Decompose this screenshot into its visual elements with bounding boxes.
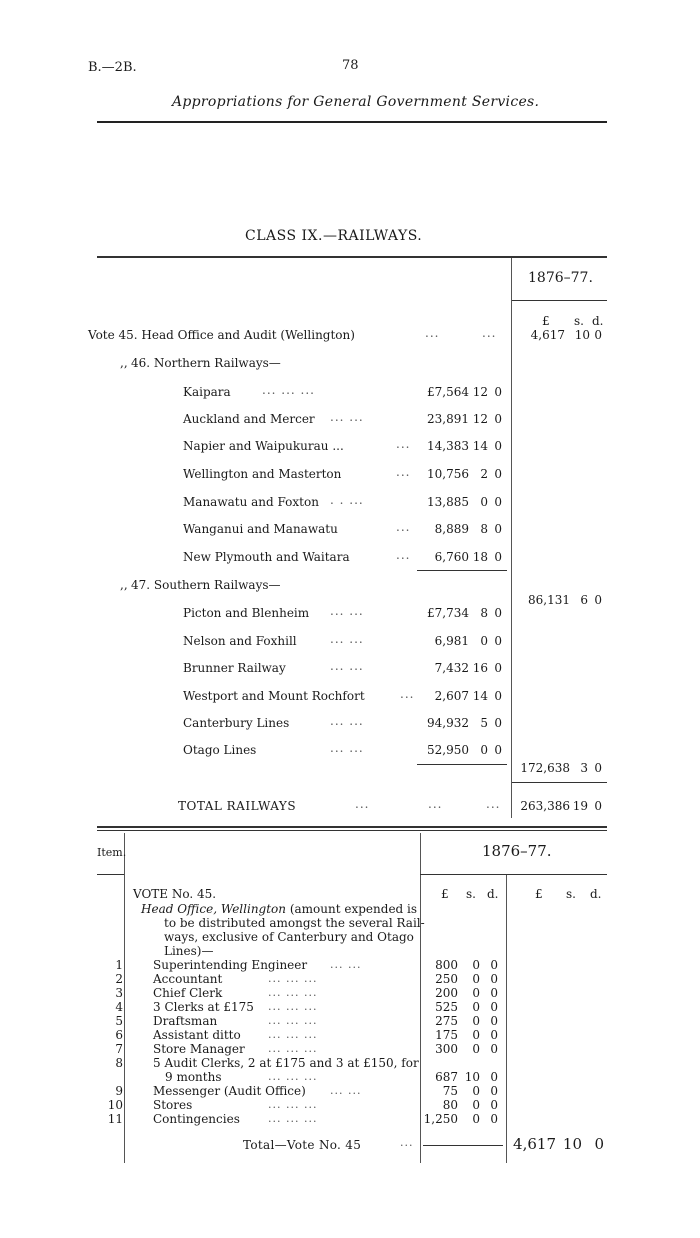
item-label-continued: 9 months <box>165 1070 222 1084</box>
dot-leader: ... <box>428 797 443 811</box>
dot-leader: ... ... ... <box>268 1112 318 1125</box>
dot-leader: ... ... ... <box>268 1028 318 1041</box>
amount-shillings: 12 <box>472 385 488 399</box>
amount-pounds: 94,932 <box>427 716 469 730</box>
summary-top-rule <box>97 256 607 258</box>
amount-shillings: 18 <box>472 550 488 564</box>
vote-45-pounds: 4,617 <box>530 328 565 342</box>
item-label: Stores <box>153 1098 193 1112</box>
page-title: Appropriations for General Government Services. <box>172 94 540 110</box>
amount-pence: 0 <box>490 1070 498 1084</box>
amount-shillings: 0 <box>472 1042 480 1056</box>
amount-shillings: 0 <box>472 972 480 986</box>
amount-shillings: 2 <box>480 467 488 481</box>
vote-description-line: Lines)— <box>164 944 214 958</box>
amount-shillings: 12 <box>472 412 488 426</box>
dot-leader: ... ... ... <box>268 972 318 985</box>
dot-leader: ... ... <box>330 604 364 618</box>
unit-pounds: £ <box>441 887 449 901</box>
unit-pence: d. <box>590 887 602 901</box>
vote-47-label: 47. Southern Railways— <box>131 578 281 592</box>
dot-leader: ... ... ... <box>268 1014 318 1027</box>
vote-description <box>141 902 417 916</box>
vote-46-total-shillings: 6 <box>580 593 588 607</box>
unit-pounds: £ <box>535 887 543 901</box>
vote-45-shillings: 10 <box>574 328 590 342</box>
unit-shillings: s. <box>566 887 576 901</box>
amount-pence: 0 <box>490 1028 498 1042</box>
item-label: Draftsman <box>153 1014 218 1028</box>
detail-top-rule <box>97 826 607 828</box>
amount-pounds: 1,250 <box>423 1112 458 1126</box>
item-column-divider <box>124 833 125 1163</box>
item-number: 8 <box>115 1056 123 1070</box>
detail-top-rule-thin <box>97 830 607 831</box>
item-label: Chief Clerk <box>153 986 223 1000</box>
document-reference: B.—2B. <box>88 60 137 75</box>
dot-leader: ... ... ... <box>268 1000 318 1013</box>
amount-pounds: 525 <box>435 1000 458 1014</box>
vote-46-label: 46. Northern Railways— <box>131 356 281 370</box>
amount-pounds: 175 <box>435 1028 458 1042</box>
amount-shillings: 0 <box>480 634 488 648</box>
amount-pounds: 52,950 <box>427 743 469 757</box>
amount-pence: 0 <box>490 1098 498 1112</box>
railway-name: Auckland and Mercer <box>183 412 315 426</box>
amount-pounds: 275 <box>435 1014 458 1028</box>
dot-leader: ... <box>396 520 411 534</box>
dot-leader: ... ... <box>330 958 362 971</box>
railway-name: Canterbury Lines <box>183 716 290 730</box>
amount-pence: 0 <box>494 606 502 620</box>
dot-leader: ... <box>486 797 501 811</box>
railway-name: Otago Lines <box>183 743 257 757</box>
ditto-mark: ,, <box>120 578 128 592</box>
total-railways-pounds: 263,386 <box>520 799 570 813</box>
dot-leader: ... ... <box>330 714 364 728</box>
amount-pence: 0 <box>490 1042 498 1056</box>
amount-pence: 0 <box>494 716 502 730</box>
amount-shillings: 8 <box>480 522 488 536</box>
amount-pence: 0 <box>490 1084 498 1098</box>
dot-leader: ... <box>355 797 370 811</box>
amount-pounds: 300 <box>435 1042 458 1056</box>
amount-shillings: 16 <box>472 661 488 675</box>
amount-pounds: £7,564 <box>427 385 469 399</box>
dot-leader: ... ... <box>330 1084 362 1097</box>
item-number: 7 <box>115 1042 123 1056</box>
summary-year-header: 1876–77. <box>528 270 593 286</box>
railway-name: Wanganui and Manawatu <box>183 522 338 536</box>
amount-shillings: 0 <box>472 1084 480 1098</box>
subtotal-rule <box>417 764 507 765</box>
amount-pence: 0 <box>490 1000 498 1014</box>
vote-45-pence: 0 <box>594 328 602 342</box>
railway-name: New Plymouth and Waitara <box>183 550 350 564</box>
item-label: Store Manager <box>153 1042 245 1056</box>
unit-pence: d. <box>487 887 499 901</box>
year-header-rule <box>420 874 607 875</box>
dot-leader: ... <box>400 687 415 701</box>
unit-shillings: s. <box>466 887 476 901</box>
amount-shillings: 0 <box>472 1112 480 1126</box>
item-number: 1 <box>115 958 123 972</box>
amount-pounds: 75 <box>442 1084 458 1098</box>
item-label: 5 Audit Clerks, 2 at £175 and 3 at £150, for <box>153 1056 419 1070</box>
vote-total-shillings: 10 <box>562 1135 582 1153</box>
item-number: 6 <box>115 1028 123 1042</box>
dot-leader: ... <box>396 548 411 562</box>
amount-shillings: 10 <box>464 1070 480 1084</box>
vote-47-total-shillings: 3 <box>580 761 588 775</box>
header-rule <box>97 121 607 123</box>
dot-leader: ... ... ... <box>268 1098 318 1111</box>
total-railways-pence: 0 <box>594 799 602 813</box>
vote-46-total-pounds: 86,131 <box>528 593 570 607</box>
total-rule <box>423 1145 503 1146</box>
amount-pence: 0 <box>494 439 502 453</box>
amount-shillings: 0 <box>472 986 480 1000</box>
item-label: 3 Clerks at £175 <box>153 1000 254 1014</box>
amount-pence: 0 <box>490 958 498 972</box>
amount-pounds: 13,885 <box>427 495 469 509</box>
vote-46-total-pence: 0 <box>594 593 602 607</box>
vote-total-pounds: 4,617 <box>513 1135 556 1153</box>
dot-leader: ... ... ... <box>268 986 318 999</box>
item-number: 11 <box>107 1112 123 1126</box>
amount-shillings: 5 <box>480 716 488 730</box>
railway-name: Napier and Waipukurau ... <box>183 439 344 453</box>
amount-shillings: 0 <box>472 1000 480 1014</box>
amount-pence: 0 <box>494 661 502 675</box>
amount-pounds: 250 <box>435 972 458 986</box>
railway-name: Kaipara <box>183 385 231 399</box>
vote-47-total-pence: 0 <box>594 761 602 775</box>
amount-pounds: 800 <box>435 958 458 972</box>
item-header-rule <box>97 874 124 875</box>
item-number: 9 <box>115 1084 123 1098</box>
railway-name: Nelson and Foxhill <box>183 634 297 648</box>
item-number: 10 <box>107 1098 123 1112</box>
amount-pence: 0 <box>494 634 502 648</box>
amount-pence: 0 <box>494 385 502 399</box>
item-number: 5 <box>115 1014 123 1028</box>
amount-pence: 0 <box>494 495 502 509</box>
amount-shillings: 14 <box>472 689 488 703</box>
amount-shillings: 14 <box>472 439 488 453</box>
dot-leader: ... <box>482 326 497 340</box>
amount-pence: 0 <box>490 986 498 1000</box>
detail-year-header: 1876–77. <box>482 842 552 860</box>
amount-pounds: 23,891 <box>427 412 469 426</box>
item-label: Superintending Engineer <box>153 958 308 972</box>
dot-leader: ... ... <box>330 659 364 673</box>
amount-pence: 0 <box>494 743 502 757</box>
amount-pounds: 10,756 <box>427 467 469 481</box>
item-number: 4 <box>115 1000 123 1014</box>
vote-description-text: (amount expended is <box>289 902 418 916</box>
amount-pence: 0 <box>490 1014 498 1028</box>
railway-name: Brunner Railway <box>183 661 286 675</box>
amount-pence: 0 <box>490 972 498 986</box>
dot-leader: ... <box>400 1136 414 1149</box>
amount-pounds: 7,432 <box>434 661 469 675</box>
item-label: Assistant ditto <box>153 1028 241 1042</box>
dot-leader: ... <box>396 465 411 479</box>
dot-leader: . . ... <box>330 493 364 507</box>
amount-shillings: 0 <box>472 1098 480 1112</box>
railway-name: Wellington and Masterton <box>183 467 342 481</box>
summary-column-divider <box>511 258 512 818</box>
class-title: CLASS IX.—RAILWAYS. <box>245 228 423 244</box>
dot-leader: ... ... <box>330 632 364 646</box>
amount-pence: 0 <box>494 550 502 564</box>
summary-year-rule <box>512 300 607 301</box>
vote-total-pence: 0 <box>594 1135 604 1153</box>
amount-shillings: 0 <box>472 1014 480 1028</box>
item-label: Accountant <box>153 972 223 986</box>
amount-pence: 0 <box>494 467 502 481</box>
amount-pounds: 200 <box>435 986 458 1000</box>
unit-shillings: s. <box>574 314 584 328</box>
amount-pounds: 14,383 <box>427 439 469 453</box>
total-railways-shillings: 19 <box>572 799 588 813</box>
item-number: 2 <box>115 972 123 986</box>
amount-pounds: 8,889 <box>434 522 469 536</box>
amount-shillings: 0 <box>472 1028 480 1042</box>
amount-pounds: 6,760 <box>434 550 469 564</box>
ditto-mark: ,, <box>120 356 128 370</box>
unit-pounds: £ <box>542 314 550 328</box>
vote-title: VOTE No. 45. <box>133 887 217 901</box>
vote-45-label: Vote 45. Head Office and Audit (Wellington) <box>88 328 355 342</box>
amount-shillings: 8 <box>480 606 488 620</box>
amount-pounds: 2,607 <box>434 689 469 703</box>
amount-pounds: 80 <box>442 1098 458 1112</box>
vote-description-line: to be distributed amongst the several Rail- <box>164 916 425 930</box>
item-label: Messenger (Audit Office) <box>153 1084 306 1098</box>
amount-shillings: 0 <box>480 743 488 757</box>
amount-pence: 0 <box>494 689 502 703</box>
amount-pounds: 6,981 <box>434 634 469 648</box>
unit-pence: d. <box>592 314 604 328</box>
item-number: 3 <box>115 986 123 1000</box>
amount-pence: 0 <box>494 522 502 536</box>
vote-47-total-pounds: 172,638 <box>520 761 570 775</box>
total-column-divider <box>506 875 507 1163</box>
vote-description-italic: Head Office, Wellington <box>141 902 287 916</box>
vote-total-label: Total—Vote No. 45 <box>243 1138 362 1152</box>
amount-shillings: 0 <box>472 958 480 972</box>
amount-pence: 0 <box>494 412 502 426</box>
amount-pence: 0 <box>490 1112 498 1126</box>
dot-leader: ... <box>425 326 440 340</box>
total-rule <box>512 782 607 783</box>
dot-leader: ... ... <box>330 410 364 424</box>
dot-leader: ... ... <box>330 741 364 755</box>
amount-pounds: £7,734 <box>427 606 469 620</box>
item-label: Contingencies <box>153 1112 240 1126</box>
dot-leader: ... <box>396 437 411 451</box>
railway-name: Westport and Mount Rochfort <box>183 689 365 703</box>
amount-pounds: 687 <box>435 1070 458 1084</box>
item-header: Item. <box>97 846 127 859</box>
railway-name: Picton and Blenheim <box>183 606 310 620</box>
railway-name: Manawatu and Foxton <box>183 495 319 509</box>
amount-shillings: 0 <box>480 495 488 509</box>
dot-leader: ... ... ... <box>268 1070 318 1083</box>
subtotal-rule <box>417 570 507 571</box>
dot-leader: ... ... ... <box>262 383 315 397</box>
vote-description-line: ways, exclusive of Canterbury and Otago <box>164 930 414 944</box>
dot-leader: ... ... ... <box>268 1042 318 1055</box>
page-number: 78 <box>342 58 359 73</box>
total-railways-label: TOTAL RAILWAYS <box>178 799 297 813</box>
